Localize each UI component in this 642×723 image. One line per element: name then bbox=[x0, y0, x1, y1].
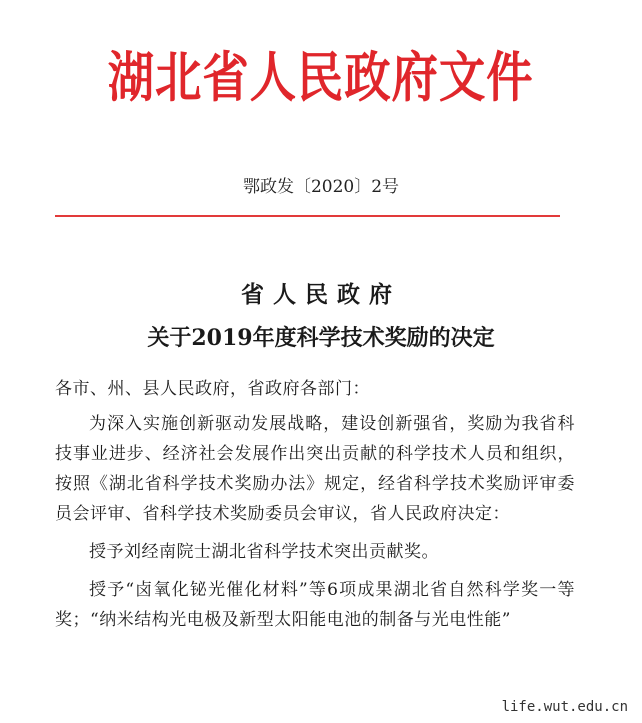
document-title-issuer: 省人民政府 bbox=[241, 281, 401, 308]
body-paragraph: 授予刘经南院士湖北省科学技术突出贡献奖。 bbox=[89, 542, 439, 562]
salutation: 各市、州、县人民政府，省政府各部门： bbox=[55, 379, 370, 399]
document-body bbox=[55, 374, 575, 635]
document-title-subject: 关于2019年度科学技术奖励的决定 bbox=[147, 325, 495, 351]
body-paragraph: 授予“卤氧化铋光催化材料”等6项成果湖北省自然科学奖一等奖；“纳米结构光电极及新型太阳能电池的制备与光电性能” bbox=[55, 580, 575, 630]
red-divider-line bbox=[55, 215, 560, 217]
source-watermark: life.wut.edu.cn bbox=[498, 697, 632, 717]
body-paragraph: 为深入实施创新驱动发展战略，建设创新强省，奖励为我省科技事业进步、经济社会发展作出突出贡献的科学技术人员和组织，按照《湖北省科学技术奖励办法》规定，经省科学技术奖励评审委员会评审、省科学技术奖励委员会审议，省人民政府决定： bbox=[55, 414, 575, 524]
document-masthead: 湖北省人民政府文件 bbox=[107, 46, 534, 109]
document-number: 鄂政发〔2020〕2号 bbox=[242, 177, 400, 197]
